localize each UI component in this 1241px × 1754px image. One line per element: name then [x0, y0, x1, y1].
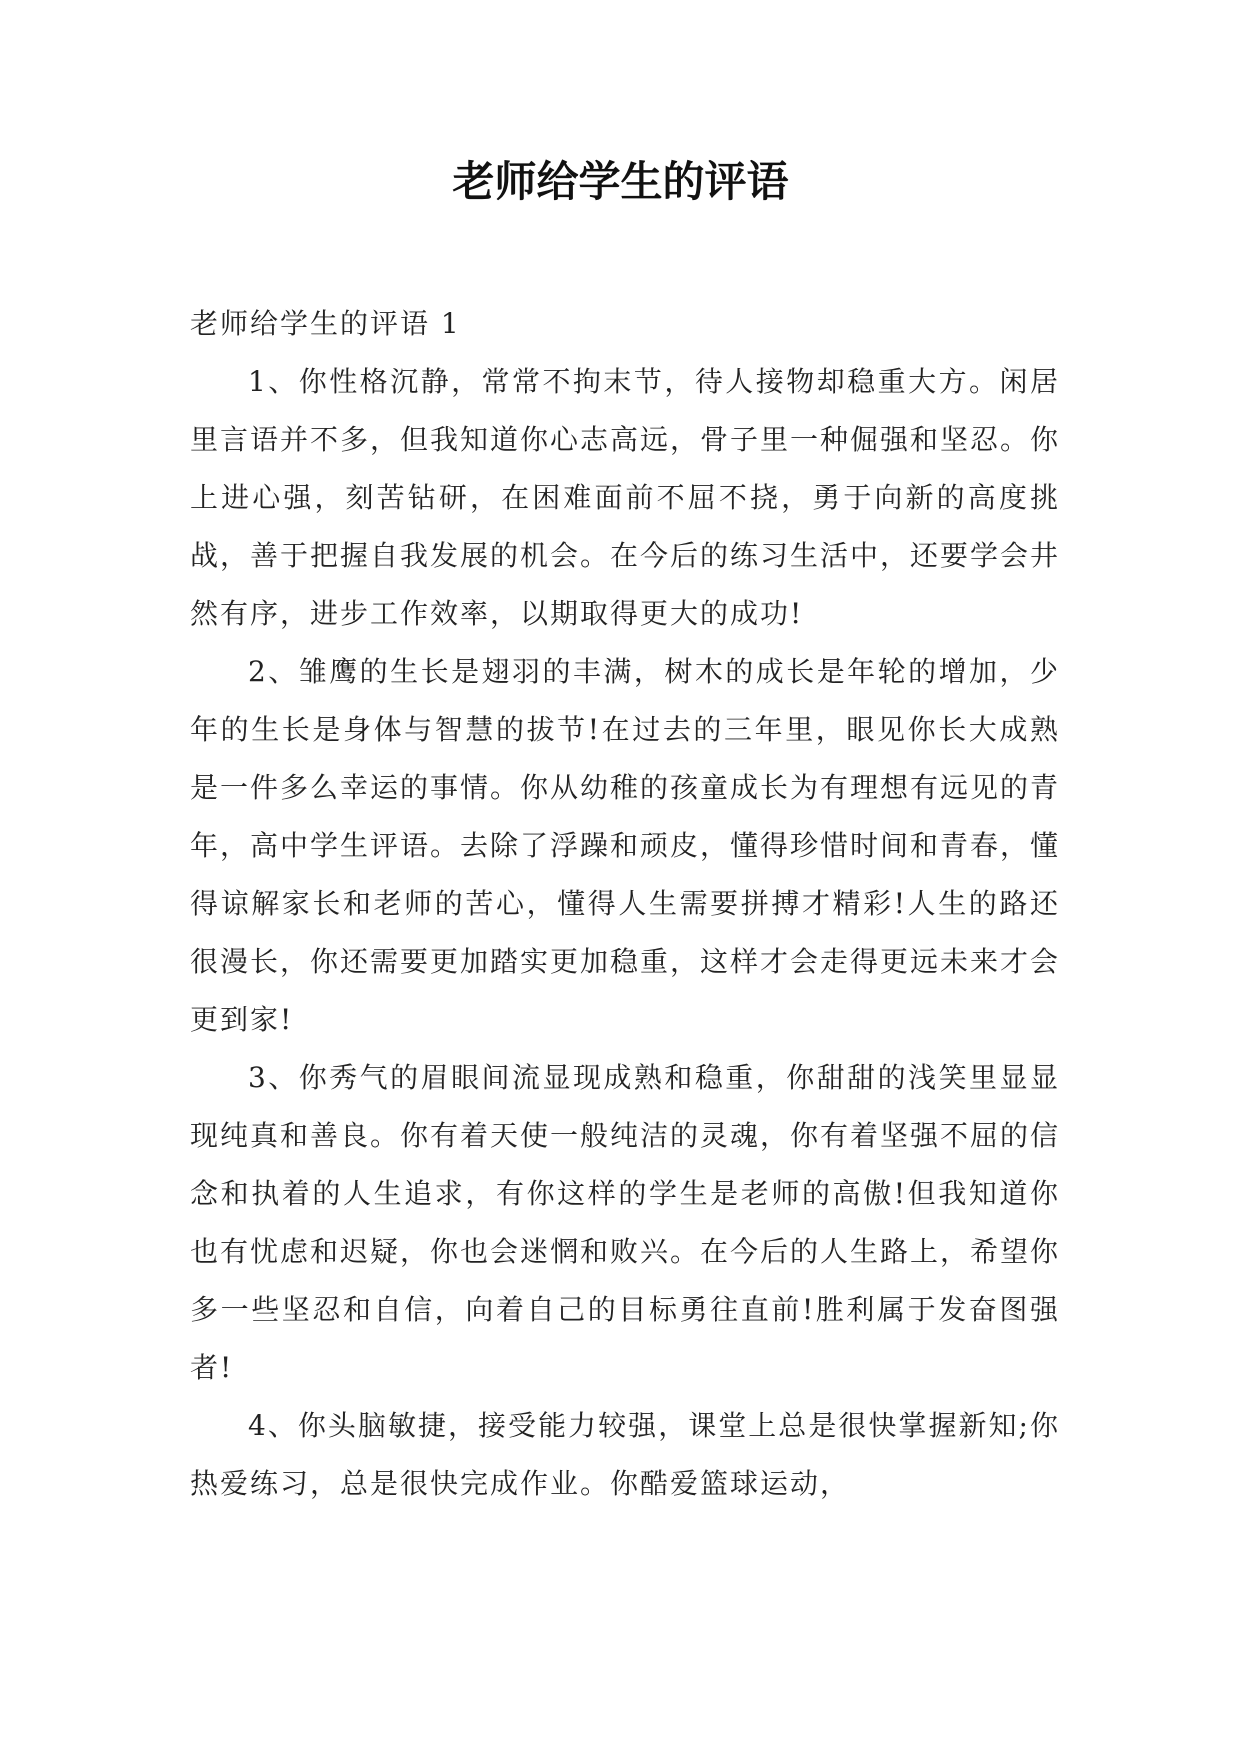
document-body: [190, 295, 1060, 1513]
paragraph-1: 1、你性格沉静，常常不拘末节，待人接物却稳重大方。闲居里言语并不多，但我知道你心志高远，骨子里一种倔强和坚忍。你上进心强，刻苦钻研，在困难面前不屈不挠，勇于向新的高度挑战，善于把握自我发展的机会。在今后的练习生活中，还要学会井然有序，进步工作效率，以期取得更大的成功!: [190, 365, 1061, 630]
section-heading: 老师给学生的评语 1: [190, 307, 461, 340]
document-title: 老师给学生的评语: [452, 157, 789, 206]
paragraph-3: 3、你秀气的眉眼间流显现成熟和稳重，你甜甜的浅笑里显显现纯真和善良。你有着天使一般纯洁的灵魂，你有着坚强不屈的信念和执着的人生追求，有你这样的学生是老师的高傲!但我知道你也有忧虑和迟疑，你也会迷惘和败兴。在今后的人生路上，希望你多一些坚忍和自信，向着自己的目标勇往直前!胜利属于发奋图强者!: [190, 1061, 1061, 1384]
paragraph-2: 2、雏鹰的生长是翅羽的丰满，树木的成长是年轮的增加，少年的生长是身体与智慧的拔节!在过去的三年里，眼见你长大成熟是一件多么幸运的事情。你从幼稚的孩童成长为有理想有远见的青年，高中学生评语。去除了浮躁和顽皮，懂得珍惜时间和青春，懂得谅解家长和老师的苦心，懂得人生需要拼搏才精彩!人生的路还很漫长，你还需要更加踏实更加稳重，这样才会走得更远未来才会更到家!: [190, 655, 1061, 1036]
paragraph-4: 4、你头脑敏捷，接受能力较强，课堂上总是很快掌握新知;你热爱练习，总是很快完成作业。你酷爱篮球运动，: [190, 1409, 1060, 1500]
